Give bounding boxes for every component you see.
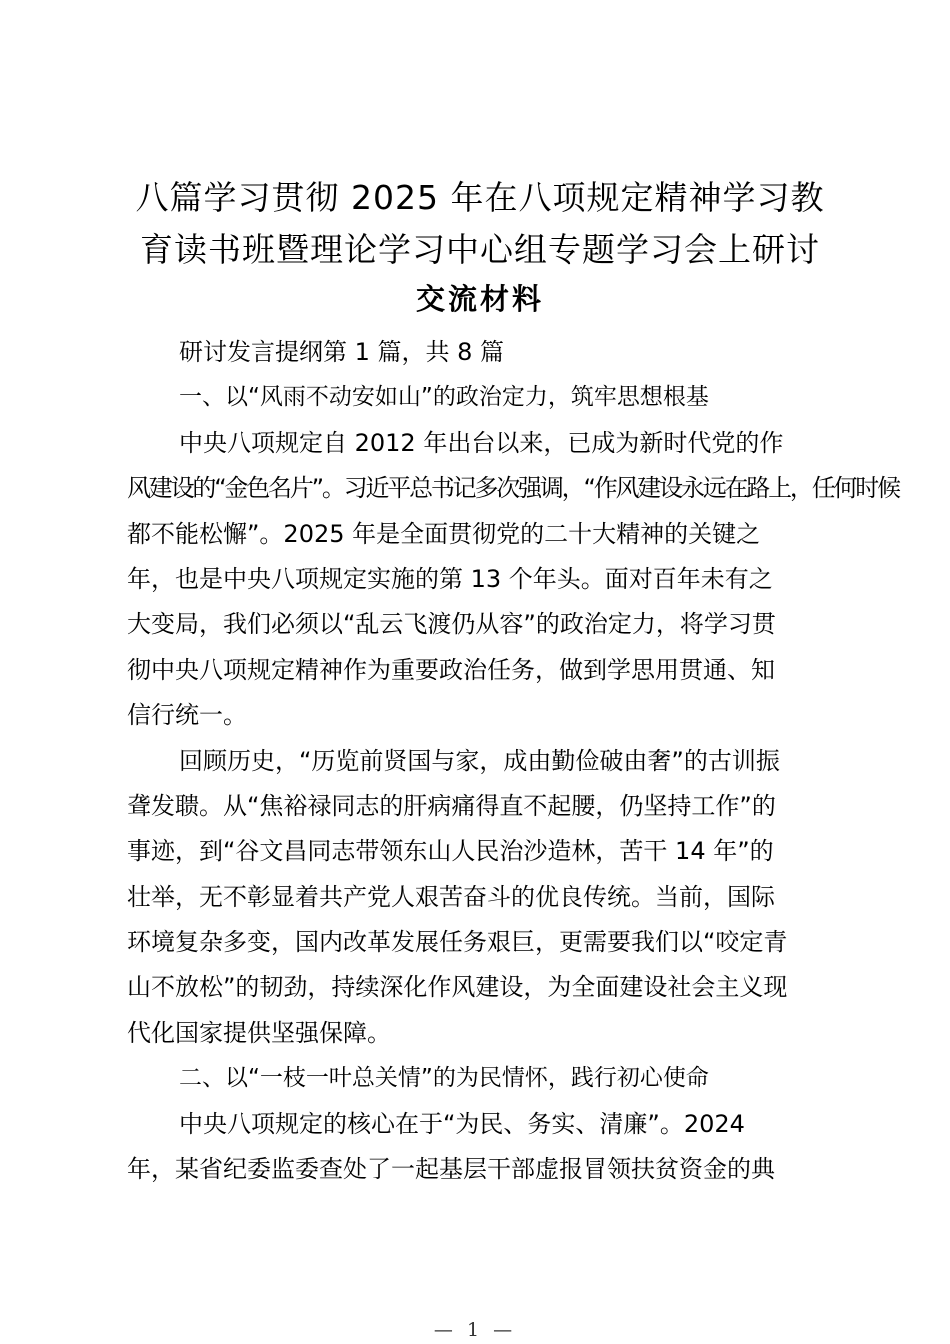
- outline-subtitle: 研讨发言提纲第 1 篇，共 8 篇: [179, 338, 505, 366]
- paragraph-line: 壮举，无不彰显着共产党人艰苦奋斗的优良传统。当前，国际: [127, 882, 775, 911]
- title-line-3: 交流材料: [415, 282, 544, 316]
- section-heading-1: 一、以“风雨不动安如山”的政治定力，筑牢思想根基: [179, 384, 709, 411]
- document-body: [127, 330, 899, 1192]
- paragraph-line: 风建设的“金色名片”。习近平总书记多次强调，“作风建设永远在路上，任何时候: [127, 474, 899, 503]
- section-heading-2: 二、以“一枝一叶总关情”的为民情怀，践行初心使命: [179, 1065, 709, 1092]
- page-number: — 1 —: [433, 1319, 517, 1341]
- title-line-2: 育读书班暨理论学习中心组专题学习会上研讨: [140, 230, 820, 269]
- paragraph-line: 事迹，到“谷文昌同志带领东山人民治沙造林，苦干 14 年”的: [127, 837, 774, 866]
- paragraph-line: 回顾历史，“历览前贤国与家，成由勤俭破由奢”的古训振: [179, 746, 780, 775]
- paragraph-line: 年，也是中央八项规定实施的第 13 个年头。面对百年未有之: [127, 564, 773, 593]
- paragraph-line: 中央八项规定自 2012 年出台以来，已成为新时代党的作: [179, 428, 784, 457]
- paragraph-line: 代化国家提供坚强保障。: [127, 1018, 391, 1047]
- document-title: [110, 172, 850, 322]
- paragraph-line: 环境复杂多变，国内改革发展任务艰巨，更需要我们以“咬定青: [127, 928, 788, 957]
- paragraph-line: 大变局，我们必须以“乱云飞渡仍从容”的政治定力，将学习贯: [127, 610, 776, 639]
- paragraph-line: 年，某省纪委监委查处了一起基层干部虚报冒领扶贫资金的典: [127, 1155, 775, 1184]
- paragraph-line: 彻中央八项规定精神作为重要政治任务，做到学思用贯通、知: [127, 655, 775, 684]
- paragraph-line: 信行统一。: [127, 701, 247, 730]
- paragraph-line: 都不能松懈”。2025 年是全面贯彻党的二十大精神的关键之: [127, 519, 761, 548]
- paragraph-line: 聋发聩。从“焦裕禄同志的肝病痛得直不起腰，仍坚持工作”的: [127, 791, 776, 820]
- title-line-1: 八篇学习贯彻 2025 年在八项规定精神学习教: [135, 178, 825, 217]
- paragraph-line: 山不放松”的韧劲，持续深化作风建设，为全面建设社会主义现: [127, 973, 788, 1002]
- paragraph-line: 中央八项规定的核心在于“为民、务实、清廉”。2024: [179, 1109, 745, 1138]
